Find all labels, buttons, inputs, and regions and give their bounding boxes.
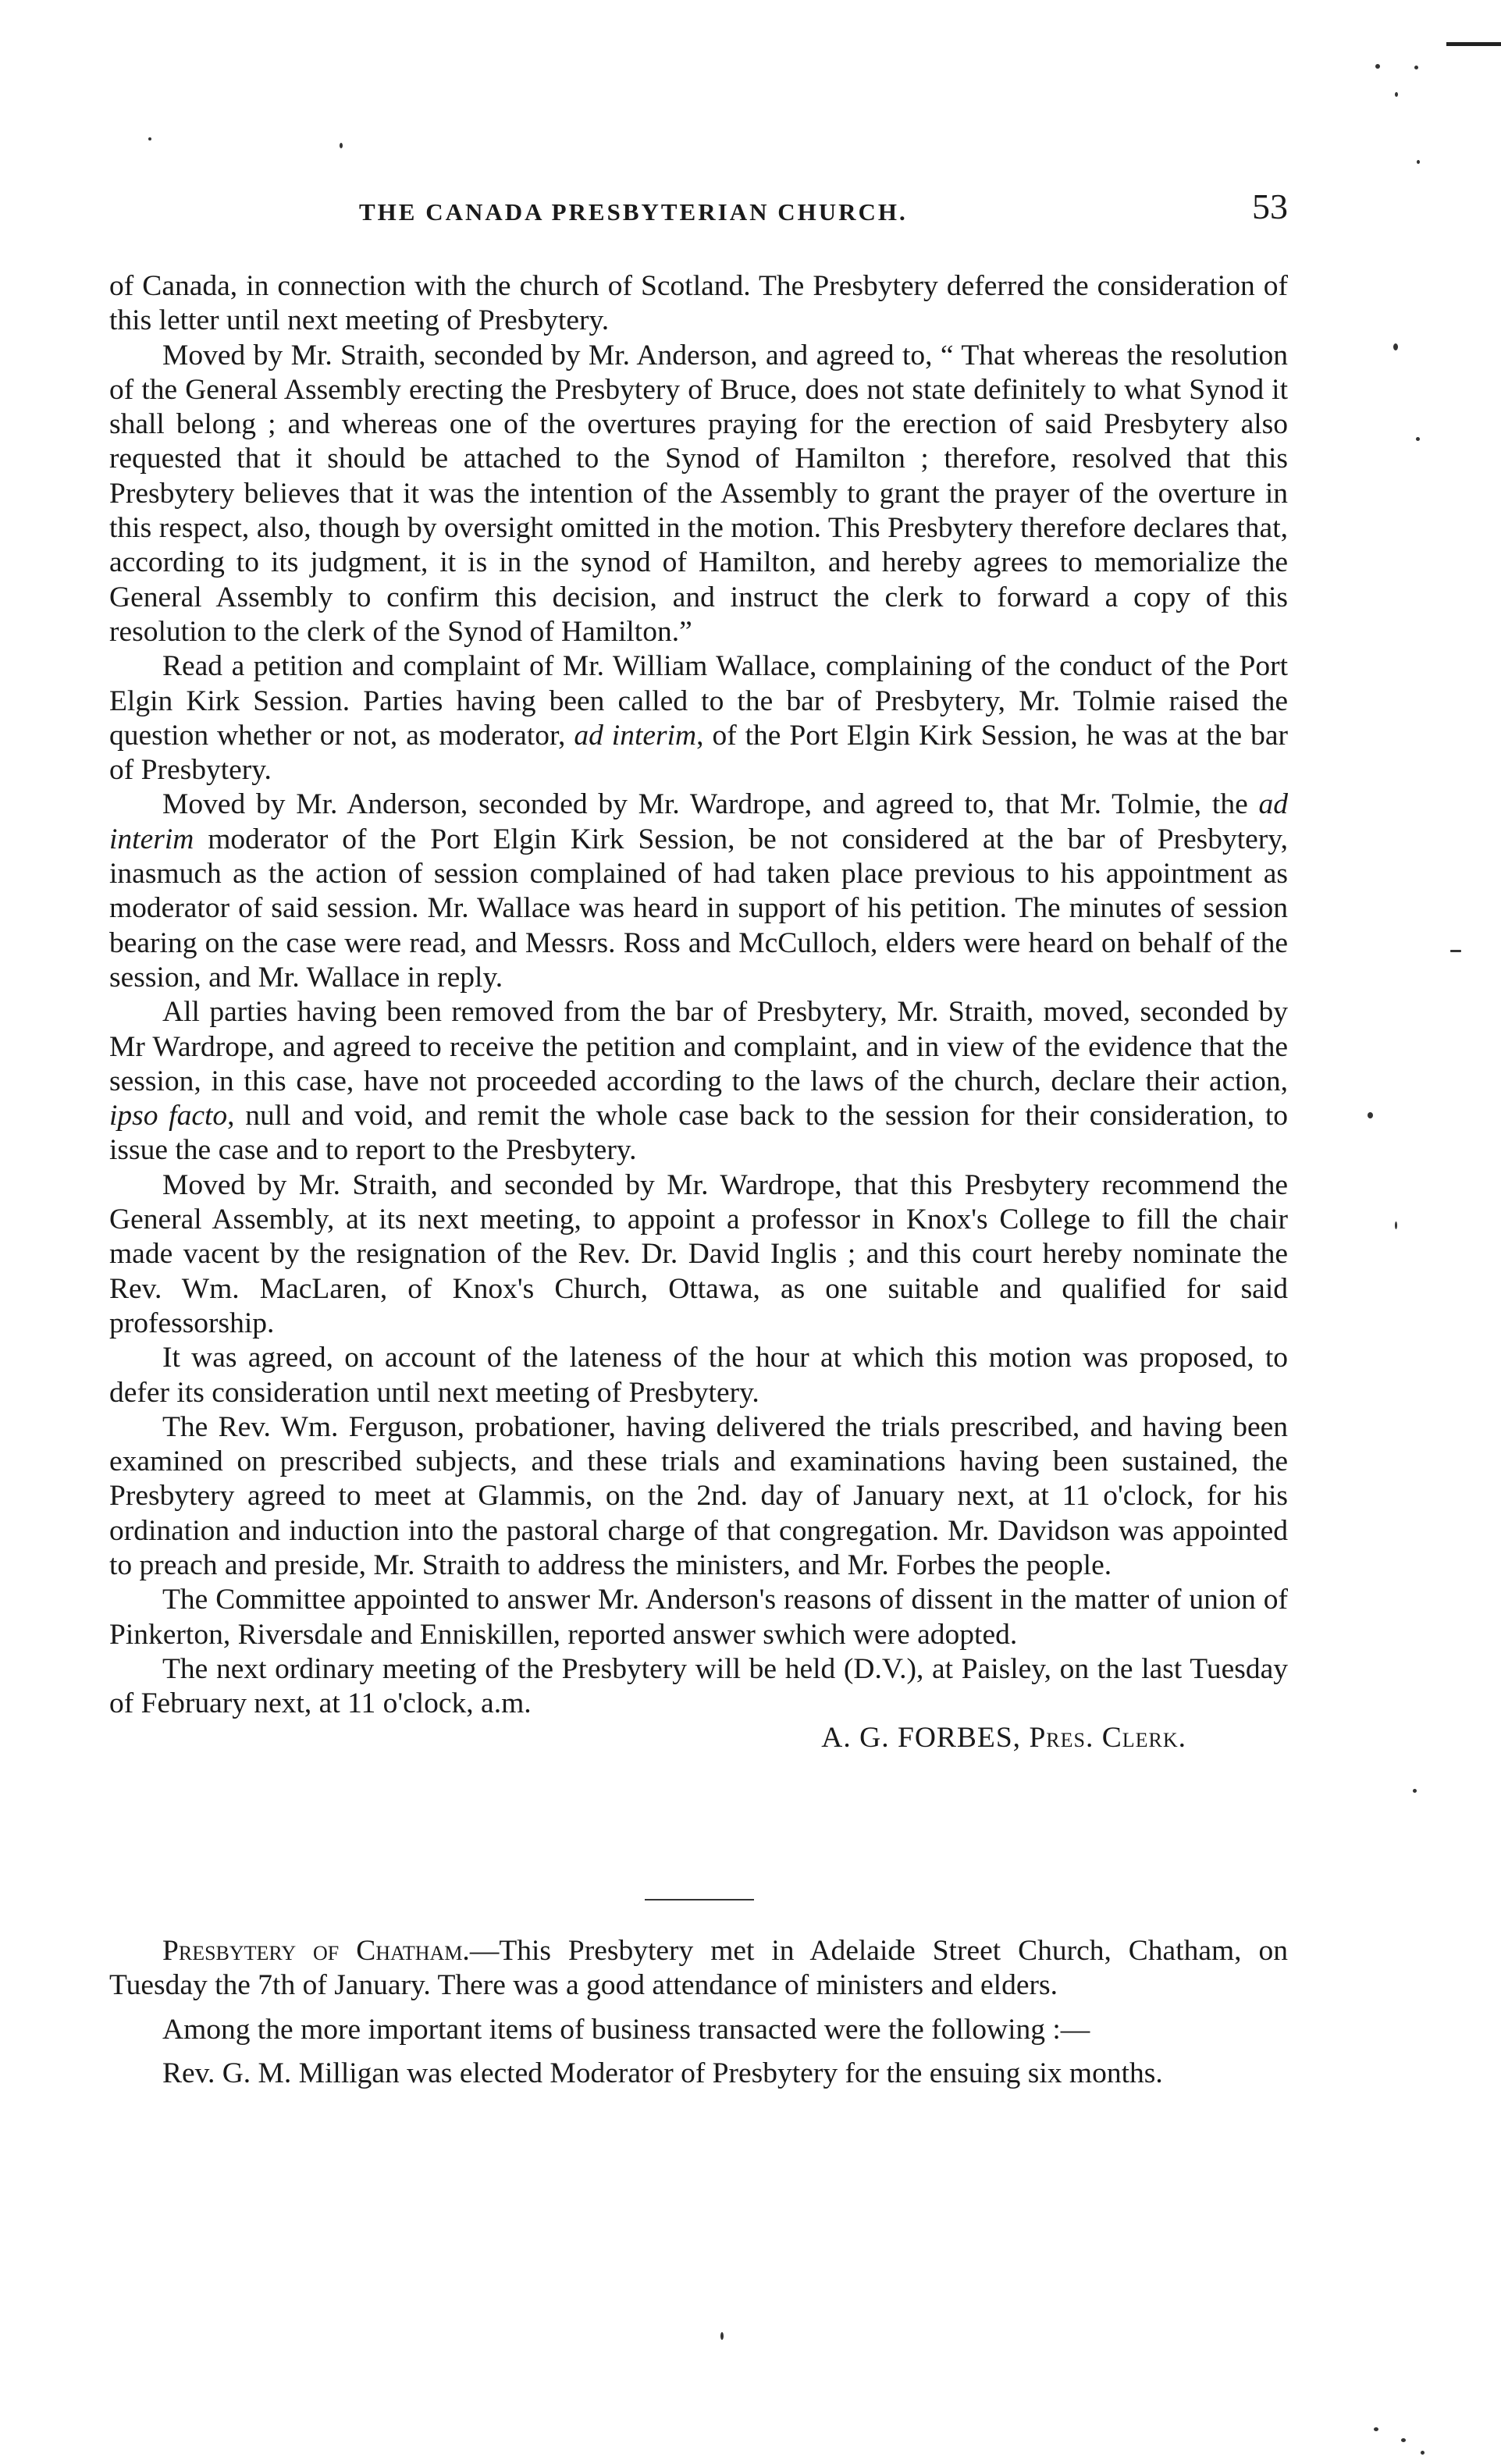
paragraph: Moved by Mr. Straith, and seconded by Mr. Wardrope, that this Presbytery recommend the General Assembly, at its next meeting, to appoint a professor in Knox's College to fill the chair made vacent by the resignation of the Rev. Dr. David Inglis ; and this court hereby nominate the Rev. Wm. MacLaren, of Knox's Church, Ottawa, as one suitable and qualified for said professorship. bbox=[109, 1168, 1288, 1339]
paragraph: Rev. G. M. Milligan was elected Moderator of Presbytery for the ensuing six months. bbox=[162, 2057, 1163, 2089]
section-intro: —This Presbytery met in Adelaide Street Church, Chatham, on Tuesday the 7th of January. There was a good attendance of ministers and elders. bbox=[109, 1935, 1288, 2002]
paragraph: Moved by Mr. Anderson, seconded by Mr. Wardrope, and agreed to, that Mr. Tolmie, the ad interim moderator of the Port Elgin Kirk Session, be not considered at the bar of Presbytery, inasmuch as the action of session complained of had taken place previous to his appointment as moderator of said session. Mr. Wallace was heard in support of his petition. The minutes of session bearing on the case were read, and Messrs. Ross and McCulloch, elders were heard on behalf of the session, and Mr. Wallace in reply. bbox=[109, 788, 1288, 994]
paragraph: The Rev. Wm. Ferguson, probationer, having delivered the trials prescribed, and having been examined on prescribed subjects, and these trials and examinations having been sustained, the Presbytery agreed to meet at Glammis, on the 2nd. day of January next, at 11 o'clock, for his ordination and induction into the pastoral charge of that congregation. Mr. Davidson was appointed to preach and preside, Mr. Straith to address the ministers, and Mr. Forbes the people. bbox=[109, 1410, 1288, 1581]
scan-mark bbox=[1446, 42, 1501, 46]
paragraph: Moved by Mr. Straith, seconded by Mr. Anderson, and agreed to, “ That whereas the resolution of the General Assembly erecting the Presbytery of Bruce, does not state definitely to what Synod it shall belong ; and whereas one of the overtures praying for the erection of said Presbytery also requested that it should be attached to the Synod of Hamilton ; therefore, resolved that this Presbytery believes that it was the intention of the Assembly to grant the prayer of the overture in this respect, also, though by oversight omitted in the motion. This Presbytery therefore declares that, according to its judgment, it is in the synod of Hamilton, and hereby agrees to memorialize the General Assembly to confirm this decision, and instruct the clerk to forward a copy of this resolution to the clerk of the Synod of Hamilton.” bbox=[109, 339, 1288, 648]
signature: A. G. FORBES, Pres. Clerk. bbox=[821, 1722, 1186, 1755]
paragraph: It was agreed, on account of the lateness of the hour at which this motion was proposed, to defer its consideration until next meeting of Presbytery. bbox=[109, 1342, 1288, 1409]
section-intro-paragraph bbox=[109, 1934, 1288, 2004]
paragraph: All parties having been removed from the bar of Presbytery, Mr. Straith, moved, seconded by Mr Wardrope, and agreed to receive the petition and complaint, and in view of the evidence that the session, in this case, have not proceeded according to the laws of the church, declare their action, ipso facto, null and void, and remit the whole case back to the session for their consideration, to issue the case and to report to the Presbytery. bbox=[109, 996, 1288, 1167]
section-divider bbox=[645, 1899, 754, 1900]
chatham-section bbox=[109, 1934, 1288, 2100]
page-header bbox=[109, 186, 1288, 233]
section-heading: Presbytery of Chatham. bbox=[162, 1935, 470, 1967]
paragraph: The next ordinary meeting of the Presbytery will be held (D.V.), at Paisley, on the last Tuesday of February next, at 11 o'clock, a.m. bbox=[109, 1652, 1288, 1720]
page-number: 53 bbox=[1252, 187, 1288, 226]
article-body bbox=[109, 269, 1288, 1756]
running-head: THE CANADA PRESBYTERIAN CHURCH. bbox=[359, 198, 908, 226]
paragraph: of Canada, in connection with the church of Scotland. The Presbytery deferred the consideration of this letter until next meeting of Presbytery. bbox=[109, 270, 1288, 337]
paragraph: The Committee appointed to answer Mr. Anderson's reasons of dissent in the matter of union of Pinkerton, Riversdale and Enniskillen, reported answer swhich were adopted. bbox=[109, 1584, 1288, 1651]
paragraph: Among the more important items of business transacted were the following :— bbox=[162, 2013, 1090, 2046]
paragraph: Read a petition and complaint of Mr. William Wallace, complaining of the conduct of the Port Elgin Kirk Session. Parties having been called to the bar of Presbytery, Mr. Tolmie raised the question whether or not, as moderator, ad interim, of the Port Elgin Kirk Session, he was at the bar of Presbytery. bbox=[109, 650, 1288, 787]
